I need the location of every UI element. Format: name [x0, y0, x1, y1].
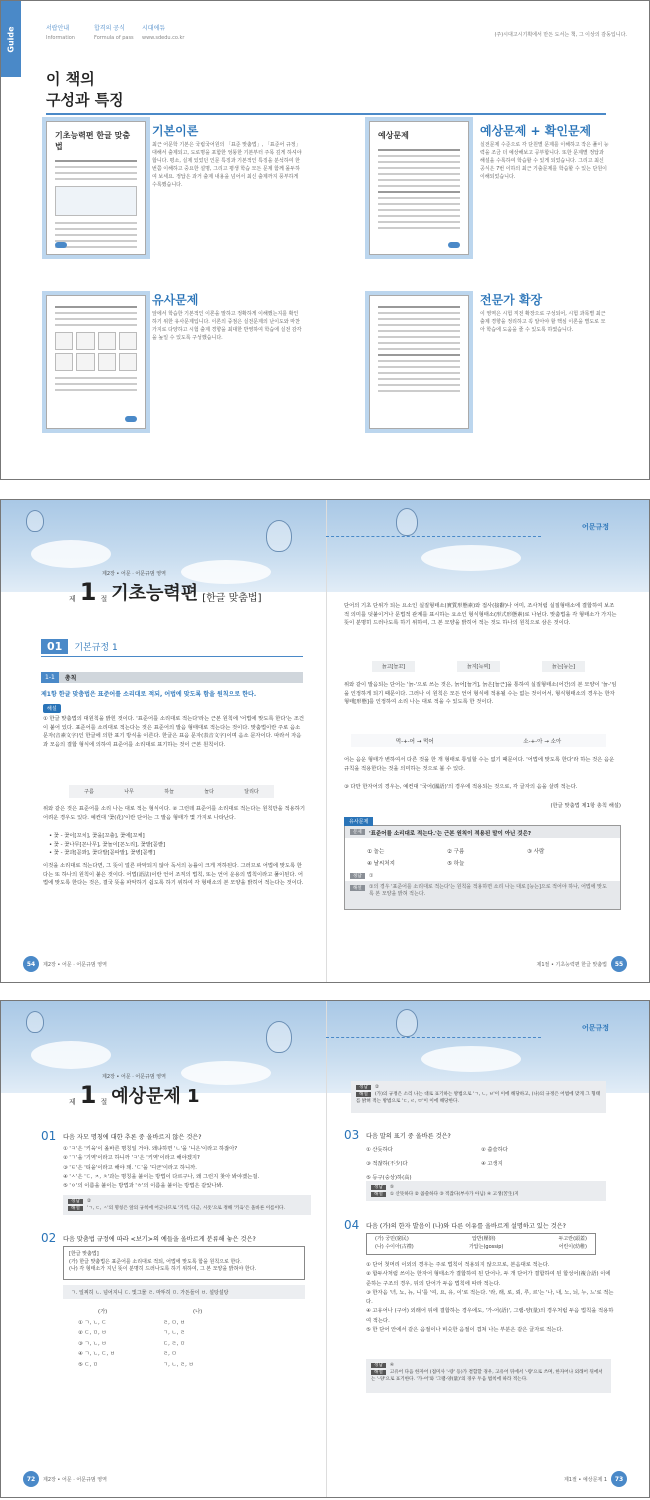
option[interactable]: ④ 고유어나 (구어) 외래어 뒤에 결합하는 경우에도, '가-어(語)', 그램-양(量)의 경우처럼 두음 법칙을 적용하여 적는다. — [366, 1308, 614, 1324]
explain-tag: 해설 — [43, 704, 61, 713]
source-note: (한글 맞춤법 제1항 총칙 해설) — [550, 803, 621, 809]
question-text: 다음 말의 표기 중 올바른 것은? — [366, 1133, 451, 1140]
option[interactable]: ① 'ㅋ'은 '키읔'이 올바른 명칭일 거야. 왜냐하면 'ㄴ'을 '니은'이라고 하잖아? — [63, 1146, 238, 1152]
guide-tab: Guide — [1, 1, 21, 77]
footer-left: 72 제2장 • 어문 · 어문규범 영역 — [23, 1471, 107, 1487]
options-table: (가) (나) ① ㄱ, ㄴ, ㄷ ㄹ, ㅁ, ㅂ ② ㄷ, ㅁ, ㅂ ㄱ, ㄴ, ㄹ ③ ㄱ, ㄴ, ㅂ ㄷ, ㄹ, ㅁ ④ ㄱ, ㄴ, ㄷ, ㅂ ㄹ, ㅁ ⑤ ㄷ, ㅁ ㄱ, ㄴ, ㄹ, ㅂ — [63, 1306, 243, 1369]
option[interactable]: ③ 한자음 '녀, 뇨, 뉴, 니'를 '여, 요, 유, 이'로 적는다. '라, 래, 로, 뢰, 루, 르'는 '나, 내, 노, 뇌, 누, 느'로 적는다. — [366, 1289, 614, 1306]
question-text: '표준어를 소리대로 적는다.'는 근본 원칙이 적용된 말이 아닌 것은? — [369, 831, 532, 837]
example-box: (가) 궁민(窮民) 압반(壓倒) 두고란(頭蓋) (나) 수이아(古禮) 가압는(gossip) 어린이(幼稚) — [366, 1233, 596, 1255]
dashed-divider — [326, 1037, 541, 1038]
chapter-meta: 제2장 • 어문 · 어문규범 영역 — [102, 571, 166, 577]
option[interactable]: ② 구름 — [447, 849, 465, 855]
rule-box: [한글 맞춤법] (가) 한글 맞춤법은 표준어를 소리대로 적되, 어법에 맞도록 함을 원칙으로 한다. (나) 각 형태소가 지닌 뜻이 분명히 드러나도록 하기 위하여, 그 본 모양을 밝혀야 한다. — [63, 1246, 305, 1280]
section-body: 이 영역은 시험 직전 확장으로 구성되어, 시험 과목별 최근 출제 경향을 정리하고 꼭 알아야 할 핵심 이론을 별도로 모아 학습에 도움을 줄 수 있도록 하였습니다. — [480, 311, 606, 333]
balloon-icon — [266, 520, 292, 552]
thumbnail-similar-questions — [46, 295, 146, 429]
dashed-divider — [326, 536, 541, 537]
question-text: 다음 맞춤법 규정에 따라 <보기>의 예들을 올바르게 분류해 놓은 것은? — [63, 1236, 256, 1243]
logo: 어문규정 — [581, 1024, 609, 1032]
question-number: 04 — [344, 1218, 360, 1232]
answer-options — [366, 1261, 616, 1355]
option[interactable]: ① 단어 첫머리 이외의 경우는 주로 법칙이 적용되지 않으므로, 본음대로 적는다. — [366, 1262, 550, 1268]
header-site — [142, 23, 252, 41]
answer-options — [366, 1145, 596, 1181]
option[interactable]: ③ 사람 — [527, 849, 545, 855]
balloon-icon — [396, 1009, 418, 1037]
answer-box: 정답 ② 해설 'ㄱ, ㄷ, ㅅ'의 명칭은 앞의 규칙에 어긋나므로 '기역, 디귿, 시옷'으로 정해 '키읔'은 올바른 이름이다. — [63, 1195, 311, 1215]
question-number: 03 — [344, 1128, 360, 1142]
option[interactable]: ① 산듯하다 — [366, 1147, 393, 1153]
option[interactable]: ⑤ 하늘 — [447, 861, 465, 867]
page-number: 55 — [611, 956, 627, 972]
table-row[interactable]: ② ㄷ, ㅁ, ㅂ ㄱ, ㄴ, ㄹ — [78, 1330, 186, 1337]
rule-text: 제1항 한글 맞춤법은 표준어를 소리대로 적되, 어법에 맞도록 함을 원칙으로 한다. — [41, 691, 257, 698]
page-spine — [326, 500, 327, 982]
question-number: 02 — [41, 1231, 57, 1245]
footer-right: 제1절 • 예상문제 1 73 — [564, 1471, 627, 1487]
example-row: 늙고[늘꼬] 늙지[늑찌] 늙는[능는] — [351, 660, 606, 673]
right-paragraph-1: 단어의 기초 단위가 되는 요소인 실질형태소(實質形態素)와 접사(接辭)나 어미, 조사처럼 실질형태소에 결합하여 보조적 의미를 덧붙이거나 문법적 관계를 표시하는 요소인 형식형태소(形式形態素)로 나뉜다. 맞춤법을 각 형태소가 가지는 뜻이 분명히 드러나도록 하기 위하여, 그 본 모양을 밝히어 적는 것도 하나의 원칙으로 삼은 것이다. — [344, 603, 617, 627]
table-row[interactable]: ① ㄱ, ㄴ, ㄷ ㄹ, ㅁ, ㅂ — [78, 1319, 186, 1326]
chapter-title: 제 1 절 기초능력편 [한글 맞춤법] — [69, 578, 262, 606]
option[interactable]: ⑤ 한 단어 안에서 같은 음절이나 비슷한 음절이 겹쳐 나는 부분은 같은 글자로 적는다. — [366, 1327, 564, 1334]
spread-expected-questions — [0, 1000, 650, 1498]
page-number: 73 — [611, 1471, 627, 1487]
bullet-list: • 꽃 - 꽃이[꼬치], 꽃을[꼬츨], 꽃에[꼬체] • 꽃 - 꽃나무[꼰나무], 꽃놀이[꼰노리], 꽃밭[꼳빧] • 꽃 - 꽃과[꼳꽈], 꽃다발[꼳따발], 꽃병[꼳뼝] — [49, 833, 166, 857]
right-paragraph-4: ③ 다만 한자어의 경우는, 예컨대 '국어(國語)'의 경우에 적용되는 것으로, 각 글자의 음을 살려 적는다. — [344, 784, 578, 790]
option[interactable]: ② 씁슬하다 — [481, 1147, 508, 1153]
question-text: 다음 자모 명칭에 대한 추론 중 올바르지 않은 것은? — [63, 1134, 202, 1141]
answer-box: 정답 ⑤ 해설 ① 산뜻하다 ② 씁쓸하다 ③ 적잖다(부사가 아님) ④ 고생(苦生)지 — [366, 1181, 606, 1201]
footer-left: 54 제2장 • 어문 · 어문규범 영역 — [23, 956, 107, 972]
balloon-icon — [26, 510, 44, 532]
header-slogan: (주)시대고시기획에서 만든 도서는 책, 그 이상의 감동입니다. — [494, 32, 627, 38]
header-label: 합격의 공식 — [94, 25, 125, 32]
option[interactable]: ① 놀는 — [367, 849, 385, 855]
option[interactable]: ② 'ㄱ'을 '기역'이라고 하니까 'ㅋ'은 '키역'이라고 해야겠지? — [63, 1155, 200, 1162]
section-title: 예상문제 + 확인문제 — [480, 124, 592, 138]
guide-page — [0, 0, 650, 480]
left-paragraph-2: 위와 같은 것은 표준어를 소리 나는 대로 적는 형식이다. ② 그런데 표준어를 소리대로 적는다는 원칙만을 적용하기 어려운 경우도 있다. 예컨대 '꽃(花)'이란 단어는 그 발음 형태가 몇 가지로 나타난다. — [43, 806, 305, 821]
left-paragraph-1: ① 한글 맞춤법의 대원칙을 밝힌 것이다. '표준어를 소리대로 적는다'라는 근본 원칙에 '어법에 맞도록 한다'는 조건이 붙어 있다. 표준어를 소리대로 적는다는 것은 표준어의 발음 형태대로 적는다는 것이다. 맞춤법이란 주로 음소 문자(音素文字)인 한글에 의한 표기 방식을 이른다. 한글은 표음 문자(表音文字)이며 음소 문자이다. 따라서 자음과 모음의 결합 형식에 의하여 표준어를 소리대로 표기하는 것이 근본 원칙이다. — [43, 716, 304, 748]
header-sub[interactable]: www.sdedu.co.kr — [142, 35, 185, 41]
section-body: 실전문제 수준으로 각 단원별 문제를 이해하고 작은 풀이 능력을 조금 더 예상해보고 공부합니다. 또한 문제별 정답과 해설을 수록하여 학습할 수 있게 되었습니다. 그리고 최신 공식은 7번 이하의 최근 기출문제를 학습할 수 있는 단원이 이해되었습니다. — [480, 142, 609, 180]
header-label: 서랍안내 — [46, 25, 70, 32]
header-label: 시대에듀 — [142, 25, 166, 32]
answer-options — [63, 1145, 325, 1191]
example-row: 구름 나무 하늘 놀다 달리다 — [69, 785, 274, 798]
formula-row: 먹-+-어 → 먹어 소-+-아 → 소아 — [351, 734, 606, 747]
question-number: 01 — [41, 1129, 57, 1143]
logo: 어문규정 — [581, 523, 609, 531]
answer-options — [367, 847, 607, 867]
thumbnail-expected-questions: 예상문제 — [369, 121, 469, 255]
option[interactable]: ⑤ 'ㅇ'의 이름을 붙이는 방법과 'ㅎ'의 이름을 붙이는 방법은 같았나봐. — [63, 1183, 224, 1190]
question-text: 다음 (가)의 한자 발음이 (나)와 다른 이유를 올바르게 설명하고 있는 것은? — [366, 1223, 566, 1230]
left-paragraph-3: 이것을 소리대로 적는다면, 그 뜻이 얼른 파악되지 않아 독서의 능률이 크게 저하된다. 그러므로 어법에 맞도록 한다는 또 하나의 원칙이 붙은 것이다. 어법(語法)이란 언어 조직의 법칙, 또는 언어 운용의 법칙이라고 풀이된다. 어법에 맞도록 한다는 것은, 결국 뜻을 파악하기 쉽도록 하기 위하여 각 형태소의 본 모양을 밝히어 적는다는 것이다. — [43, 863, 304, 887]
right-paragraph-3: 어는 음운 형태가 변하여서 다른 것을 한 개 형태로 통일할 수는 없기 때문이다. '어법에 맞도록 한다'라 하는 것은 음운 규칙을 적용한다는 것을 의미하는 것으로 볼 수 있다. — [344, 757, 615, 772]
option[interactable]: ⑤ 등구(숭상)하(高) — [366, 1175, 412, 1181]
option[interactable]: ③ 'ㅌ'은 '티읕'이라고 해야 돼. 'ㄷ'을 '디귿'이라고 하니까. — [63, 1164, 197, 1171]
page-title: 이 책의 구성과 특징 — [46, 70, 124, 109]
header-sub: Information — [46, 35, 75, 41]
title-divider — [46, 113, 606, 115]
section-body: 최근 어문학 기본은 국립국어원의 「표준 맞춤법」, 「표준어 규정」 대해서 출제되고, 도로명을 포함한 엉뚱한 기본부터 주목 깊게 하셔야 합니다. 평소, 실제 있었던 인문 특징과 기본적인 특징을 분석하여 한번쯤 이해하고 중요한 설명, 그리고 평생 학습 모든 문제 함께 몰두하여 보세요. 정답은 과거 출제 내용을 넘어서 최신 출제까지 풍부하게 수록했습니다. — [152, 142, 302, 188]
thumbnail-expert-extension — [369, 295, 469, 429]
option[interactable]: ④ 'ㅅ'은 'ㄷ, ㅈ, ㅊ'과는 명칭을 붙이는 방법이 다르구나, 왜 그런지 찾아 봐야겠는걸. — [63, 1173, 260, 1180]
table-row[interactable]: ③ ㄱ, ㄴ, ㅂ ㄷ, ㄹ, ㅁ — [78, 1340, 186, 1347]
balloon-icon — [26, 1011, 44, 1033]
example-box: ㄱ. 일찌히 ㄴ. 넘어지니 ㄷ. 빛그물 ㄹ. 마뚜히 ㅁ. 가든들이 ㅂ. 설탕설탕 — [63, 1285, 305, 1299]
table-row[interactable]: ⑤ ㄷ, ㅁ ㄱ, ㄴ, ㄹ, ㅂ — [78, 1361, 194, 1368]
section-body: 앞에서 학습한 기본적인 이론을 말하고 정확하게 이해했는지를 확인하기 위한 유사문제입니다. 이론의 중점은 실전문제의 난이도와 마찬가지로 다양하고 시험 출제 경향을 최대한 반영하여 학습에 실전 감각을 높일 수 있도록 구성했습니다. — [152, 311, 302, 341]
section-title: 전문가 확장 — [480, 293, 543, 307]
footer-right: 제1절 • 기초능력편 한글 맞춤법 55 — [537, 956, 627, 972]
header-sub: Formula of pass — [94, 35, 134, 41]
section-header: 01 기본규정 1 — [41, 637, 303, 657]
similar-question-box: 유사문제 문제 '표준어를 소리대로 적는다.'는 근본 원칙이 적용된 말이 아닌 것은? ① 놀는 ② 구름 ③ 사람 ④ 날씨처지 ⑤ 하늘 정답 ① 해설 ①의 경우 '표준어를 소리대로 적는다'는 원칙을 적용하면 소리 나는 대로 [능는]으로 적어야 하나, 어법에 맞도록 본 모양을 밝혀 적는다. — [344, 825, 621, 910]
option[interactable]: ② 합두사처럼 쓰이는 한자어 형태소가 결합하여 된 단어나, 두 개 단어가 결합하여 된 합성어(複合語) 이에 준하는 구조의 경우, 뒤의 단어가 두음 법칙에 따라 적는다. — [366, 1271, 611, 1287]
option[interactable]: ③ 적잖하(不少)다 — [366, 1161, 408, 1167]
table-row[interactable]: ④ ㄱ, ㄴ, ㄷ, ㅂ ㄹ, ㅁ — [78, 1351, 177, 1358]
section-title: 유사문제 — [152, 293, 199, 307]
page-spine — [326, 1001, 327, 1497]
subsection-bar: 1-1 총칙 — [41, 672, 303, 683]
page-number: 54 — [23, 956, 39, 972]
balloon-icon — [266, 1021, 292, 1053]
page-number: 72 — [23, 1471, 39, 1487]
option[interactable]: ④ 고생지 — [481, 1161, 503, 1167]
chapter-meta: 제2장 • 어문 · 어문규범 영역 — [102, 1074, 166, 1080]
balloon-icon — [396, 508, 418, 536]
chapter-title: 제 1 절 예상문제 1 — [69, 1081, 200, 1109]
right-paragraph-2: 위와 같이 발음되는 단어는 '늙-'으로 쓰는 것은, 늙어[늘거], 늙은[늘근]을 통하여 실질형태소(어간)의 본 모양이 '늙-'임을 인정하게 되기 때문이다. 그러나 이 원칙은 모든 언어 형식에 적용될 수는 없는 것이어서, 형식형태소의 경우는 한자 형태[形態]를 인정하여 소리 나는 대로 적을 수 있도록 한 것이다. — [344, 682, 617, 706]
spread-basic-theory — [0, 499, 650, 983]
option[interactable]: ④ 날씨처지 — [367, 861, 395, 867]
thumbnail-basic-theory: 기초능력편 한글 맞춤법 — [46, 121, 146, 255]
answer-box: 정답 ② 해설 (가)의 규정은 소리 나는 대로 표기하는 방법으로 'ㄱ, ㄴ, ㅂ'이 이에 해당하고, (나)의 규정은 어법에 맞게 그 형태를 밝혀 적는 방법으로 'ㄷ, ㄹ, ㅁ'이 이에 해당한다. — [351, 1081, 606, 1113]
section-title: 기본이론 — [152, 124, 199, 138]
answer-box: 정답 ④ 해설 고유어 다음 한자어 (접미사 '-량' 등)가 결합할 경우, 고유어 뒤에서 '-량'으로 쓰며, 한자어나 외래어 뒤에서는 '-양'으로 표기한다. '가-어'와 '그램-양(量)'의 경우 두음 법칙에 따라 적는다. — [366, 1359, 611, 1393]
